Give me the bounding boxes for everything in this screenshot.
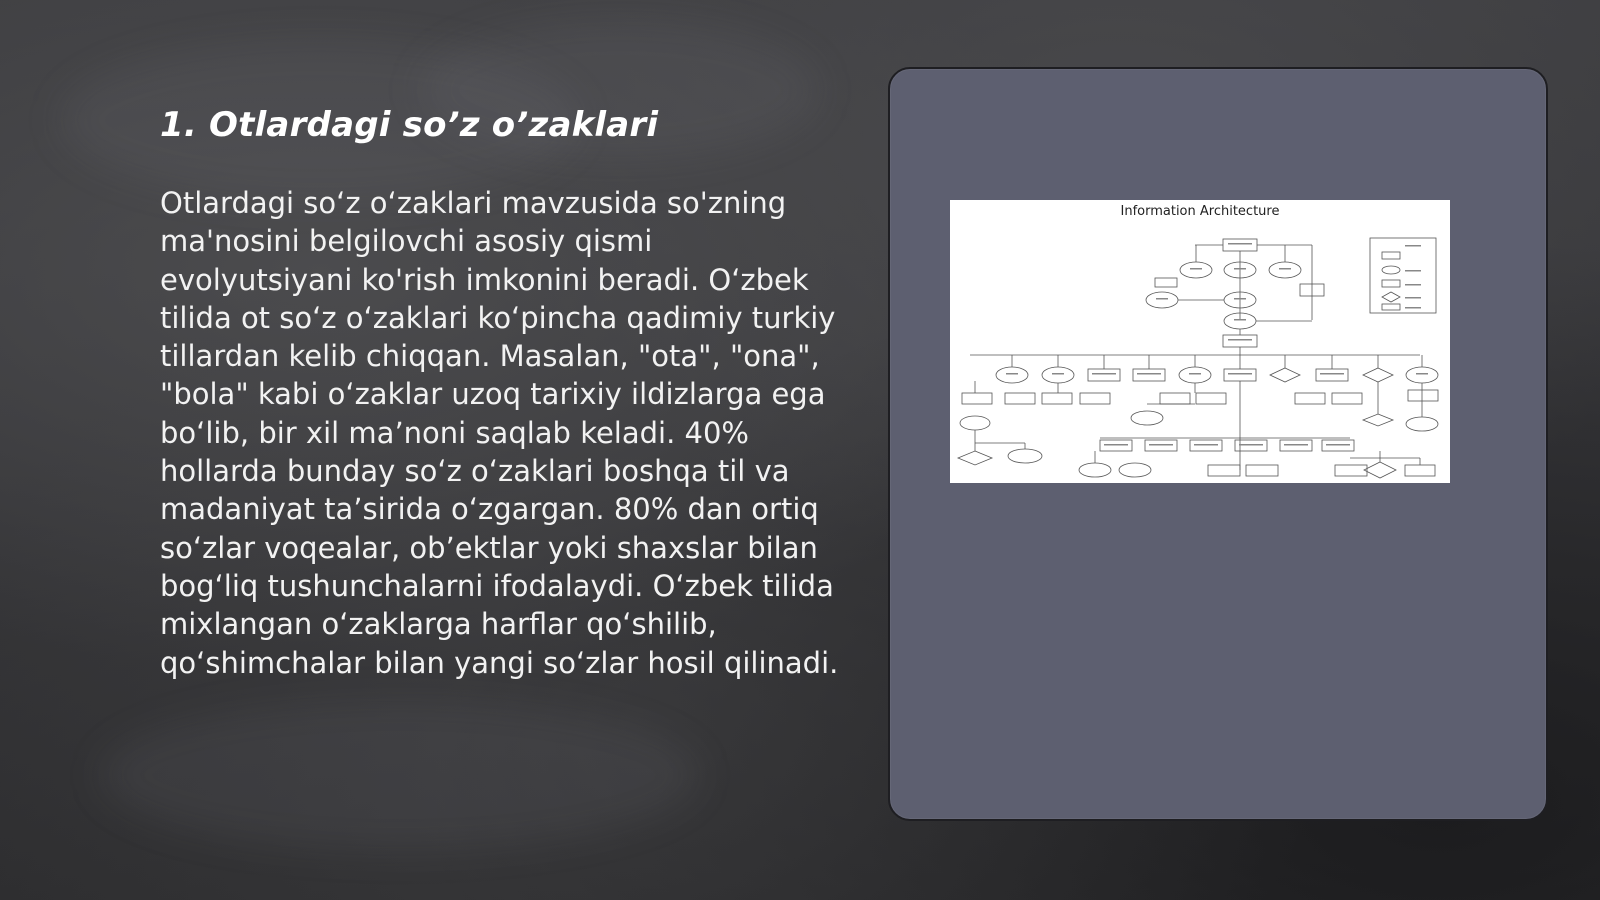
information-architecture-diagram	[950, 200, 1450, 483]
diagram-title: Information Architecture	[1120, 204, 1280, 219]
slide-title: 1. Otlardagi so’z o’zaklari	[160, 105, 659, 145]
chalk-smudge	[100, 700, 700, 850]
diagram-graphic	[950, 200, 1450, 483]
slide-body-text: Otlardagi so‘z o‘zaklari mavzusida so'zning ma'nosini belgilovchi asosiy qismi evolyutsiyani ko'rish imkonini beradi. O‘zbek tilida ot so‘z o‘zaklari ko‘pincha qadimiy turkiy tillardan kelib chiqqan. Masalan, "ota", "ona", "bola" kabi o‘zaklar uzoq tarixiy ildizlarga ega bo‘lib, bir xil ma’noni saqlab keladi. 40% hollarda bunday so‘z o‘zaklari boshqa til va madaniyat ta’sirida o‘zgargan. 80% dan ortiq so‘zlar voqealar, ob’ektlar yoki shaxslar bilan bog‘liq tushunchalarni ifodalaydi. O‘zbek tilida mixlangan o‘zaklarga harflar qo‘shilib, qo‘shimchalar bilan yangi so‘zlar hosil qilinadi.	[160, 186, 839, 680]
